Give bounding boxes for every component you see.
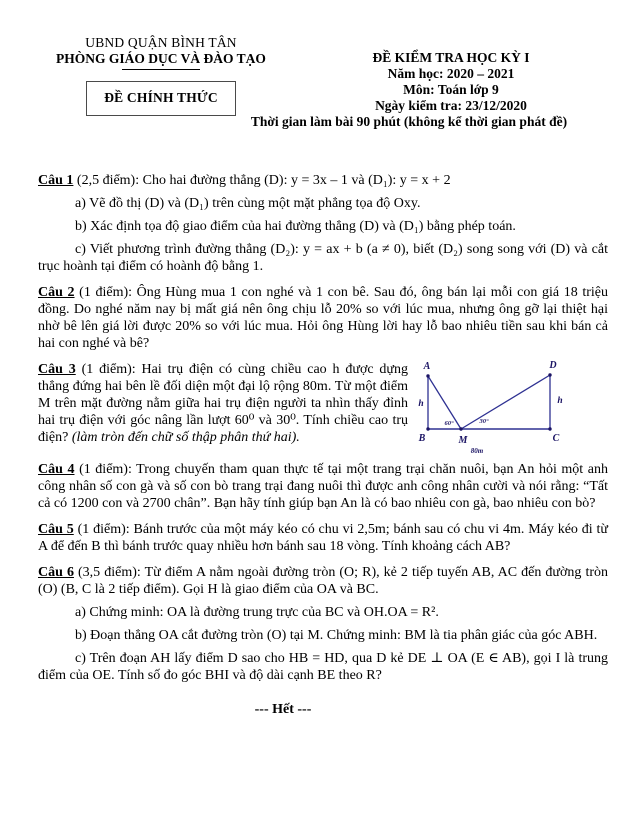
question-1-label: Câu 1 bbox=[38, 173, 74, 188]
question-6-part-b: b) Đoạn thẳng OA cắt đường tròn (O) tại M. Chứng minh: BM là tia phân giác của góc ABH. bbox=[75, 628, 598, 643]
question-6-part-a: a) Chứng minh: OA là đường trung trực của BC và OH.OA = R². bbox=[75, 605, 439, 620]
end-of-exam-marker: --- Hết --- bbox=[254, 702, 312, 717]
h-right-label: h bbox=[557, 396, 563, 406]
org-name-line2: PHÒNG GIÁO DỤC VÀ ĐÀO TẠO bbox=[56, 50, 266, 66]
question-3 bbox=[38, 360, 608, 455]
point-D-label: D bbox=[549, 360, 557, 371]
question-4 bbox=[38, 461, 608, 512]
exam-title: ĐỀ KIỂM TRA HỌC KỲ I bbox=[372, 50, 530, 65]
angle-60-label: 60° bbox=[444, 420, 454, 427]
org-name-line1: UBND QUẬN BÌNH TÂN bbox=[85, 35, 237, 50]
question-6-text: (3,5 điểm): Từ điểm A nằm ngoài đường tròn (O; R), kẻ 2 tiếp tuyến AB, AC đến đường tròn (O) (B, C là 2 tiếp điểm). Gọi H là giao điểm của OA và BC. bbox=[38, 565, 609, 597]
point-C-label: C bbox=[552, 433, 560, 444]
base-width-label: 80m bbox=[470, 447, 484, 455]
point-A-label: A bbox=[423, 361, 431, 372]
sight-line-MD bbox=[461, 375, 550, 429]
question-3-text: (1 điểm): Hai trụ điện có cùng chiều cao h được dựng thẳng đứng hai bên lề đối diện một đại lộ rộng 80m. Từ một điểm M trên mặt đường nằm giữa hai trụ điện người ta nhìn thấy đỉnh hai trụ điện với góc nâng lần lượt 60⁰ và 30⁰. Tính chiều cao trụ điện? bbox=[38, 362, 408, 445]
question-5-intro bbox=[38, 521, 608, 555]
question-1-part-a: a) Vẽ đồ thị (D) và (D₁) trên cùng một mặt phẳng tọa độ Oxy. bbox=[75, 196, 421, 211]
angle-30-label: 30° bbox=[479, 418, 489, 425]
exam-date: Ngày kiểm tra: 23/12/2020 bbox=[375, 98, 527, 113]
question-6-label: Câu 6 bbox=[38, 565, 74, 580]
h-left-label: h bbox=[418, 399, 424, 409]
question-1 bbox=[38, 172, 608, 275]
subject-line: Môn: Toán lớp 9 bbox=[403, 82, 499, 97]
question-2 bbox=[38, 284, 608, 352]
point-M-dot bbox=[459, 427, 462, 430]
official-exam-box: ĐỀ CHÍNH THỨC bbox=[86, 81, 236, 116]
question-1-text: (2,5 điểm): Cho hai đường thẳng (D): y = 3x – 1 và (D₁): y = x + 2 bbox=[76, 173, 451, 188]
point-C-dot bbox=[548, 427, 551, 430]
exam-header bbox=[38, 35, 608, 129]
two-poles-svg bbox=[418, 359, 570, 459]
question-2-label: Câu 2 bbox=[38, 285, 75, 300]
point-A-dot bbox=[426, 374, 429, 377]
question-2-text: (1 điểm): Ông Hùng mua 1 con nghé và 1 con bê. Sau đó, ông bán lại mỗi con giá 18 triệu đồng. Do nghé năm nay bị mất giá nên ông chịu lỗ 20% so với lúc mua, nhưng ông gỡ lại thiệt hại nhờ bê lên giá lời được 20% so với lúc mua. Hỏi ông Hùng lời hay lỗ bao nhiêu tiền sau khi bán cả hai con nghé và bê? bbox=[38, 285, 608, 351]
question-5-text: (1 điểm): Bánh trước của một máy kéo có chu vi 2,5m; bánh sau có chu vi 4m. Máy kéo đi từ A để đến B thì bánh trước quay nhiều hơn bánh sau 18 vòng. Tính khoảng cách AB? bbox=[38, 522, 608, 554]
question-6-part-c: c) Trên đoạn AH lấy điểm D sao cho HB = HD, qua D kẻ DE ⊥ OA (E ∈ AB), gọi I là trung điểm của OE. Tính số đo góc BHI và độ dài cạnh BE theo R? bbox=[38, 651, 608, 683]
header-right-block bbox=[248, 50, 608, 130]
question-5-label: Câu 5 bbox=[38, 522, 74, 537]
question-2-intro bbox=[38, 284, 608, 352]
question-1-part-c: c) Viết phương trình đường thẳng (D₂): y = ax + b (a ≠ 0), biết (D₂) song song với (D) và cắt trục hoành tại điểm có hoành độ bằng 1. bbox=[38, 242, 608, 274]
question-1-part-b: b) Xác định tọa độ giao điểm của hai đường thẳng (D) và (D₁) bằng phép toán. bbox=[75, 219, 516, 234]
two-poles-figure bbox=[418, 359, 570, 459]
question-4-label: Câu 4 bbox=[38, 462, 75, 477]
point-B-dot bbox=[426, 427, 429, 430]
point-M-label: M bbox=[458, 435, 468, 446]
question-3-label: Câu 3 bbox=[38, 362, 76, 377]
point-B-label: B bbox=[418, 433, 426, 444]
question-6-intro bbox=[38, 564, 608, 598]
page-content bbox=[38, 36, 608, 718]
question-4-intro bbox=[38, 461, 608, 512]
question-1-intro bbox=[38, 172, 608, 189]
question-5 bbox=[38, 521, 608, 555]
exam-body bbox=[38, 172, 608, 718]
point-D-dot bbox=[548, 373, 551, 376]
question-3-note: (làm tròn đến chữ số thập phân thứ hai). bbox=[71, 430, 300, 445]
question-4-text: (1 điểm): Trong chuyến tham quan thực tế tại một trang trại chăn nuôi, bạn An hỏi một anh công nhân số con gà và số con bò trang trại đang nuôi thì được anh công nhân cười và nói rằng: “Tất cả có 1200 con và 2700 chân”. Bạn hãy tính giúp bạn An là có bao nhiêu con gà, bao nhiêu con bò? bbox=[38, 462, 608, 511]
school-year: Năm học: 2020 – 2021 bbox=[387, 66, 515, 81]
question-6 bbox=[38, 564, 608, 684]
exam-duration: Thời gian làm bài 90 phút (không kể thời gian phát đề) bbox=[250, 114, 568, 129]
